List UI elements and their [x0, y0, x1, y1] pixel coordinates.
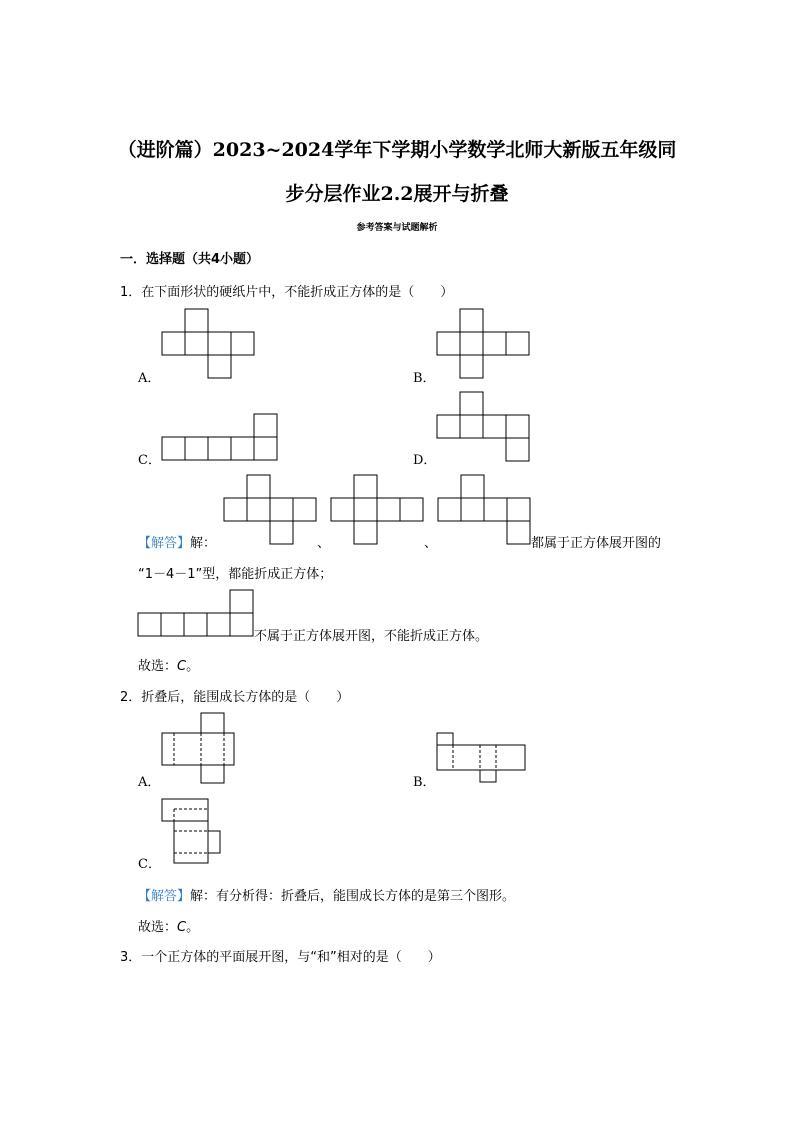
q2-stem: 2．折叠后，能围成长方体的是（ ）: [120, 690, 350, 705]
q1-net-c: [162, 414, 278, 461]
doc-title-line2: 步分层作业2.2展开与折叠: [285, 183, 509, 205]
doc-subtitle: 参考答案与试题解析: [356, 223, 438, 233]
q2-option-a-label: A．: [138, 775, 161, 790]
section-heading: 一．选择题（共4小题）: [120, 252, 260, 267]
q1-answer: [138, 655, 199, 674]
q1-option-b-label: B．: [413, 371, 436, 386]
q2-answer: [138, 916, 199, 935]
q2-answer-letter: C: [177, 920, 187, 935]
q1-stem: 1．在下面形状的硬纸片中，不能折成正方体的是（ ）: [120, 285, 454, 300]
q1-analysis-net-3: [438, 475, 531, 545]
q2-net-a: [162, 713, 234, 783]
q1-answer-suffix: 。: [186, 659, 200, 674]
q1-option-c-label: C．: [138, 453, 161, 468]
q1-answer-prefix: 故选：: [138, 659, 178, 674]
q1-analysis-lead-text: 解：: [190, 536, 217, 551]
q1-analysis-net-1: [224, 475, 317, 545]
q2-analysis: [138, 885, 515, 904]
q1-analysis-net-4: [138, 590, 254, 637]
q1-analysis-line3: 不属于正方体展开图，不能折成正方体。: [254, 629, 489, 644]
q1-analysis-lead: [138, 532, 216, 551]
q2-option-b-label: B．: [413, 775, 436, 790]
doc-title-line1: （进阶篇）2023~2024学年下学期小学数学北师大新版五年级同: [117, 139, 677, 161]
q2-analysis-text: 解：有分析得：折叠后，能围成长方体的是第三个图形。: [190, 889, 516, 904]
q1-option-d-label: D．: [413, 453, 437, 468]
q1-analysis-net-2: [331, 475, 424, 545]
q1-analysis-line2: “1－4－1”型，都能折成正方体；: [138, 567, 333, 582]
q1-net-b: [437, 309, 530, 379]
q2-answer-suffix: 。: [186, 920, 200, 935]
q1-analysis-tail: 都属于正方体展开图的: [531, 536, 662, 551]
q1-net-a: [162, 309, 255, 379]
q3-stem: 3．一个正方体的平面展开图，与“和”相对的是（ ）: [120, 950, 441, 965]
q1-analysis-sep2: 、: [424, 536, 438, 551]
q1-net-d: [437, 392, 530, 462]
q2-option-c-label: C．: [138, 857, 161, 872]
q2-net-b: [437, 733, 525, 783]
q1-analysis-tag: 【解答】: [138, 536, 191, 551]
q1-analysis-sep1: 、: [317, 536, 331, 551]
q1-answer-letter: C: [177, 659, 187, 674]
q2-answer-prefix: 故选：: [138, 920, 178, 935]
q1-option-a-label: A．: [138, 371, 161, 386]
q2-net-c: [162, 799, 222, 864]
q2-analysis-tag: 【解答】: [138, 889, 191, 904]
